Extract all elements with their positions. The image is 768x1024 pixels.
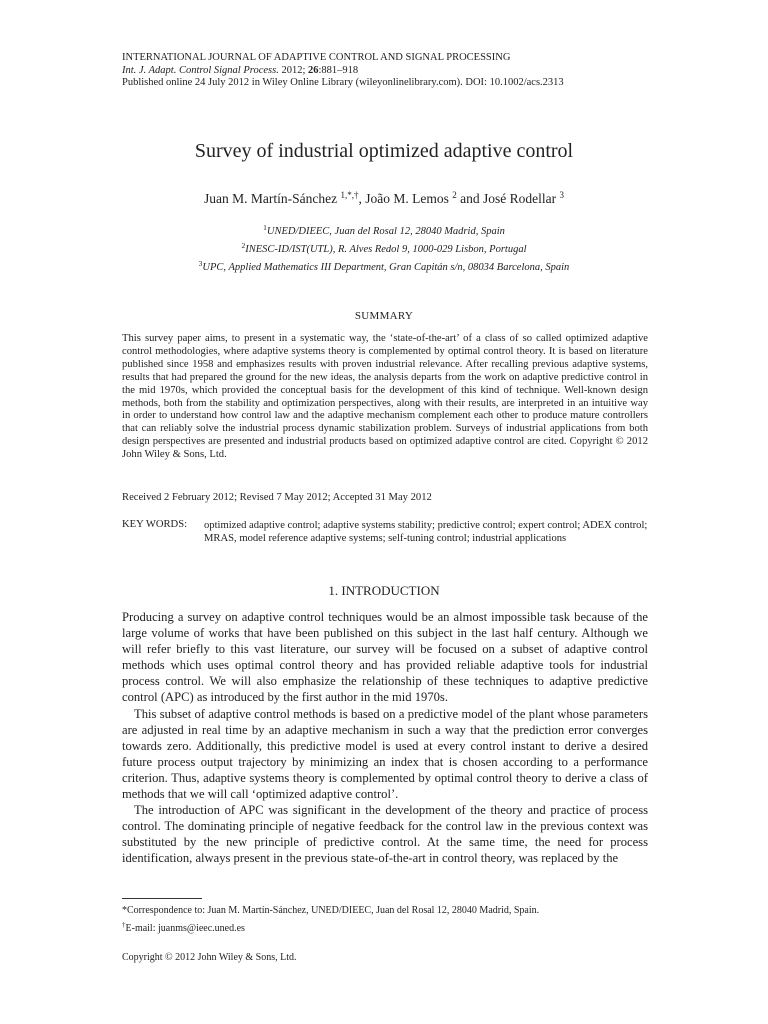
citation-pages: :881–918 <box>318 64 359 76</box>
author-marks: 1,*,† <box>340 190 359 200</box>
received-dates: Received 2 February 2012; Revised 7 May 2012; Accepted 31 May 2012 <box>122 492 432 503</box>
author-list <box>0 190 768 207</box>
affiliation-text: UNED/DIEEC, Juan del Rosal 12, 28040 Madrid, Spain <box>266 226 505 237</box>
author-name: José Rodellar <box>482 191 557 206</box>
affiliation-line <box>0 221 768 239</box>
footnote-mark: * <box>122 905 127 916</box>
affiliation-mark: 1 <box>263 223 267 232</box>
affiliation-text: UPC, Applied Mathematics III Department, Gran Capitán s/n, 08034 Barcelona, Spain <box>202 262 570 273</box>
author-marks: 2 <box>452 190 457 200</box>
section-heading-introduction: 1. INTRODUCTION <box>328 583 440 598</box>
summary-heading: SUMMARY <box>354 310 414 322</box>
affiliation-mark: 3 <box>198 259 203 268</box>
footnote-correspondence <box>122 905 539 916</box>
affiliation-line <box>0 257 768 275</box>
body-paragraph: The introduction of APC was significant in the development of the theory and practice of process control. The dominating principle of negative feedback for the control law in the previous context was substituted by the new principle of predictive control. At the same time, the need for process identification, always present in the previous state-of-the-art in control theory, was replaced by the <box>122 803 648 866</box>
author-name: Juan M. Martín-Sánchez <box>204 191 338 206</box>
affiliation-text: INESC-ID/IST(UTL), R. Alves Redol 9, 1000-029 Lisbon, Portugal <box>245 244 527 255</box>
footnote-text: Correspondence to: Juan M. Martín-Sánchez, UNED/DIEEC, Juan del Rosal 12, 28040 Madrid, Spain. <box>127 905 540 916</box>
keywords-text: optimized adaptive control; adaptive systems stability; predictive control; expert control; ADEX control; MRAS, model reference adaptive systems; self-tuning control; industrial applications <box>204 520 648 544</box>
keywords-label: KEY WORDS: <box>122 519 188 530</box>
journal-header <box>122 52 564 90</box>
citation-abbrev: Int. J. Adapt. Control Signal Process. <box>122 64 279 76</box>
citation-line <box>122 65 564 78</box>
footnote-text: E-mail: juanms@ieec.uned.es <box>125 923 245 934</box>
body-paragraph: This subset of adaptive control methods is based on a predictive model of the plant whose parameters are adjusted in real time by an adaptive mechanism in such a way that the prediction error converges towards zero. Additionally, this predictive model is used at every control instant to derive a desired future process output trajectory by minimizing an index that is chosen according to a performance criterion. Thus, adaptive systems theory is complemented by optimal control theory to derive a class of methods that we will call ‘optimized adaptive control’. <box>122 706 648 802</box>
author-marks: 3 <box>559 190 564 200</box>
copyright-notice: Copyright © 2012 John Wiley & Sons, Ltd. <box>122 952 297 963</box>
affiliation-line <box>0 239 768 257</box>
footnote-email <box>122 921 245 934</box>
abstract-text: This survey paper aims, to present in a systematic way, the ‘state-of-the-art’ of a class of so called optimized adaptive control methodologies, where adaptive systems theory is complemented by optimal control theory. It is based on literature published since 1958 and emphasizes results with proven industrial relevance. After recalling previous adaptive systems, results that had prepared the ground for the new ideas, the analysis departs from the work on adaptive predictive control in the mid 1970s, which provided the conceptual basis for the development of this kind of technique. Well-known design methods, both from the stability and optimization perspectives, along with their results, are interpreted in an intuitive way in order to understand how control law and the adaptive mechanism complement each other to produce mature controllers that can reliably solve the industrial process dynamic stabilization problem. Surveys of industrial applications from both design perspectives are presented and industrial products based on optimized adaptive control are cited. Copyright © 2012 John Wiley & Sons, Ltd. <box>122 333 648 461</box>
body-paragraph: Producing a survey on adaptive control techniques would be an almost impossible task because of the large volume of works that have been published on this subject in the last half century. Although we will refer briefly to this vast literature, our survey will be focused on a subset of adaptive control methods which uses optimal control theory and has provided reliable adaptive tools for industrial process control. We will also emphasize the relationship of these techniques to adaptive predictive control (APC) as introduced by the first author in the mid 1970s. <box>122 610 648 705</box>
footnote-mark: † <box>122 921 126 929</box>
footnote-divider <box>122 898 202 899</box>
affiliations <box>0 221 768 275</box>
introduction-body <box>122 609 648 867</box>
author-name: João M. Lemos <box>365 191 449 206</box>
citation-year: 2012; <box>278 64 308 76</box>
citation-volume: 26 <box>308 64 319 76</box>
published-line: Published online 24 July 2012 in Wiley Online Library (wileyonlinelibrary.com). DOI: 10.1002/acs.2313 <box>122 77 564 88</box>
paper-title: Survey of industrial optimized adaptive control <box>194 140 574 162</box>
author-separator: and <box>456 191 483 206</box>
journal-name: INTERNATIONAL JOURNAL OF ADAPTIVE CONTROL AND SIGNAL PROCESSING <box>122 52 511 63</box>
author-separator: , <box>358 191 366 206</box>
affiliation-mark: 2 <box>241 241 246 250</box>
